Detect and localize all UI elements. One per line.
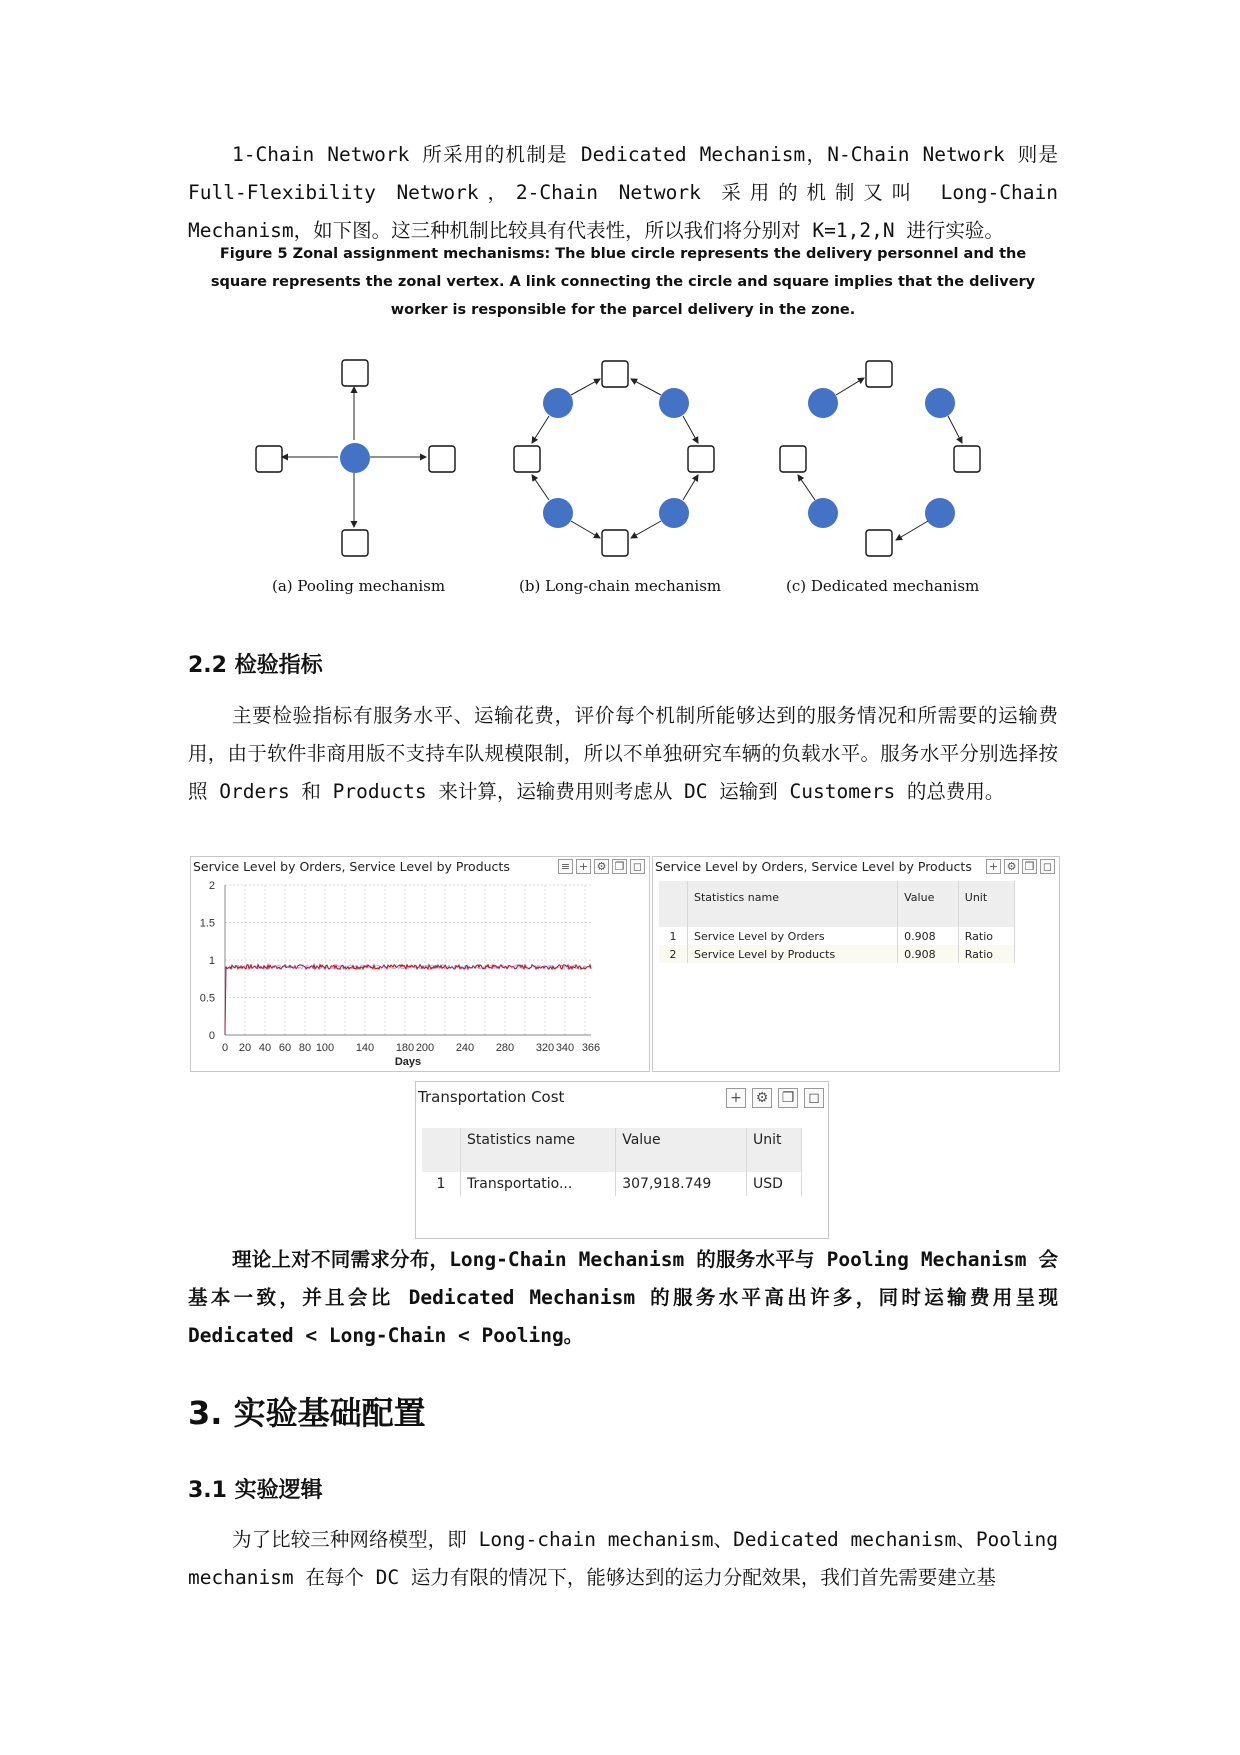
table-spacer-row bbox=[659, 913, 1015, 927]
zone-node bbox=[514, 446, 540, 472]
maximize-icon[interactable]: ◻ bbox=[804, 1088, 824, 1108]
zone-node bbox=[342, 530, 368, 556]
subcaption-b: (b) Long-chain mechanism bbox=[519, 577, 722, 595]
section-2-2-paragraph bbox=[188, 697, 1058, 811]
long-chain-mechanism-diagram bbox=[514, 361, 714, 556]
conclusion-paragraph bbox=[188, 1241, 1058, 1355]
worker-node bbox=[808, 388, 838, 418]
x-tick-label: 366 bbox=[581, 1042, 601, 1054]
table-spacer-row bbox=[422, 1152, 802, 1172]
zone-node bbox=[780, 446, 806, 472]
y-tick-label: 0 bbox=[208, 1030, 215, 1042]
panel-title: Service Level by Orders, Service Level by Products bbox=[655, 859, 972, 874]
pooling-mechanism-diagram bbox=[256, 360, 455, 556]
column-header[interactable]: Statistics name bbox=[688, 881, 898, 913]
add-icon[interactable]: + bbox=[726, 1088, 746, 1108]
x-tick-label: 340 bbox=[555, 1042, 575, 1054]
section-3-1-text: 为了比较三种网络模型，即 Long-chain mechanism、Dedicated mechanism、Pooling mechanism 在每个 DC 运力有限的情况下，能够达到的运力分配效果，我们首先需要建立基 bbox=[188, 1528, 1058, 1589]
x-tick-label: 140 bbox=[355, 1042, 375, 1054]
worker-node bbox=[659, 498, 689, 528]
maximize-icon[interactable]: ◻ bbox=[630, 859, 645, 874]
zone-node bbox=[429, 446, 455, 472]
x-tick-label: 80 bbox=[298, 1042, 312, 1054]
x-tick-label: 20 bbox=[238, 1042, 252, 1054]
column-header[interactable]: Unit bbox=[958, 881, 1014, 913]
zone-node bbox=[602, 530, 628, 556]
column-header[interactable]: Statistics name bbox=[461, 1128, 616, 1152]
column-header[interactable]: Value bbox=[616, 1128, 747, 1152]
table-row[interactable]: 2 Service Level by Products 0.908 Ratio bbox=[659, 945, 1015, 963]
dedicated-mechanism-diagram bbox=[780, 361, 980, 556]
zone-node bbox=[342, 360, 368, 386]
worker-node bbox=[659, 388, 689, 418]
zone-node bbox=[602, 361, 628, 387]
panel-toolbar bbox=[986, 859, 1055, 874]
series-line bbox=[225, 965, 591, 1035]
x-tick-label: 60 bbox=[278, 1042, 292, 1054]
section-heading-3-1: 3.1 实验逻辑 bbox=[188, 1478, 323, 1503]
settings-icon[interactable]: ⚙ bbox=[594, 859, 609, 874]
table-row[interactable]: 1 Service Level by Orders 0.908 Ratio bbox=[659, 927, 1015, 945]
figure-5-diagram bbox=[0, 0, 1240, 620]
service-level-table bbox=[659, 881, 1015, 963]
transportation-cost-table bbox=[422, 1128, 802, 1196]
panel-toolbar bbox=[558, 859, 645, 874]
section-heading-2-2: 2.2 检验指标 bbox=[188, 653, 323, 678]
worker-node bbox=[543, 498, 573, 528]
table-header-row bbox=[422, 1128, 802, 1152]
section-2-2-text: 主要检验指标有服务水平、运输花费，评价每个机制所能够达到的服务情况和所需要的运输费用，由于软件非商用版不支持车队规模限制，所以不单独研究车辆的负载水平。服务水平分别选择按照 Orders 和 Products 来计算，运输费用则考虑从 DC 运输到 Customers 的总费用。 bbox=[188, 704, 1058, 803]
x-tick-label: 240 bbox=[455, 1042, 475, 1054]
conclusion-text: 理论上对不同需求分布，Long-Chain Mechanism 的服务水平与 Pooling Mechanism 会基本一致，并且会比 Dedicated Mechanism 的服务水平高出许多，同时运输费用呈现 Dedicated < Long-Chain < Pooling。 bbox=[188, 1248, 1058, 1347]
service-level-line-chart bbox=[191, 877, 647, 1069]
subcaption-a: (a) Pooling mechanism bbox=[272, 577, 446, 595]
x-tick-label: 40 bbox=[258, 1042, 272, 1054]
y-tick-label: 2 bbox=[208, 880, 215, 892]
zone-node bbox=[954, 446, 980, 472]
maximize-icon[interactable]: ◻ bbox=[1040, 859, 1055, 874]
worker-node bbox=[808, 498, 838, 528]
copy-icon[interactable]: ❐ bbox=[778, 1088, 798, 1108]
zone-node bbox=[866, 530, 892, 556]
subcaption-c: (c) Dedicated mechanism bbox=[786, 577, 980, 595]
y-tick-label: 0.5 bbox=[199, 992, 215, 1005]
legend-icon[interactable]: ≡ bbox=[558, 859, 573, 874]
panel-title: Transportation Cost bbox=[418, 1088, 565, 1106]
copy-icon[interactable]: ❐ bbox=[612, 859, 627, 874]
add-icon[interactable]: + bbox=[986, 859, 1001, 874]
zone-node bbox=[256, 446, 282, 472]
worker-node bbox=[543, 388, 573, 418]
x-tick-label: 100 bbox=[315, 1042, 335, 1054]
column-header[interactable]: Unit bbox=[747, 1128, 802, 1152]
zone-node bbox=[866, 361, 892, 387]
section-heading-3: 3. 实验基础配置 bbox=[188, 1394, 426, 1432]
settings-icon[interactable]: ⚙ bbox=[752, 1088, 772, 1108]
settings-icon[interactable]: ⚙ bbox=[1004, 859, 1019, 874]
x-tick-label: 320 bbox=[535, 1042, 555, 1054]
zone-node bbox=[688, 446, 714, 472]
x-tick-label: 200 bbox=[415, 1042, 435, 1054]
add-icon[interactable]: + bbox=[576, 859, 591, 874]
series-line bbox=[225, 965, 591, 1035]
x-tick-label: 280 bbox=[495, 1042, 515, 1054]
intro-text: 1-Chain Network 所采用的机制是 Dedicated Mechanism，N-Chain Network 则是 Full-Flexibility Network，2-Chain Network 采用的机制又叫 Long-Chain Mechanism，如下图。这三种机制比较具有代表性，所以我们将分别对 K=1,2,N 进行实验。 bbox=[188, 143, 1058, 242]
x-axis-label: Days bbox=[394, 1056, 422, 1068]
table-header-row bbox=[659, 881, 1015, 913]
table-row[interactable]: 1 Transportatio... 307,918.749 USD bbox=[422, 1172, 802, 1196]
service-level-table-panel bbox=[652, 856, 1060, 1072]
section-3-1-paragraph bbox=[188, 1521, 1058, 1597]
y-tick-label: 1 bbox=[208, 955, 215, 967]
y-tick-label: 1.5 bbox=[199, 917, 215, 930]
column-header[interactable]: Value bbox=[898, 881, 959, 913]
copy-icon[interactable]: ❐ bbox=[1022, 859, 1037, 874]
transportation-cost-panel bbox=[415, 1081, 829, 1239]
panel-title: Service Level by Orders, Service Level by Products bbox=[193, 859, 510, 874]
x-tick-label: 0 bbox=[221, 1042, 229, 1054]
figure-caption: Figure 5 Zonal assignment mechanisms: The blue circle represents the delivery personnel and the square represents the zonal vertex. A link connecting the circle and square implies that the delivery worker is responsible for the parcel delivery in the zone. bbox=[210, 246, 1036, 318]
panel-toolbar bbox=[726, 1088, 824, 1108]
worker-node bbox=[340, 443, 370, 473]
worker-node bbox=[925, 388, 955, 418]
x-tick-label: 180 bbox=[395, 1042, 415, 1054]
worker-node bbox=[925, 498, 955, 528]
service-level-chart-panel bbox=[190, 856, 650, 1072]
